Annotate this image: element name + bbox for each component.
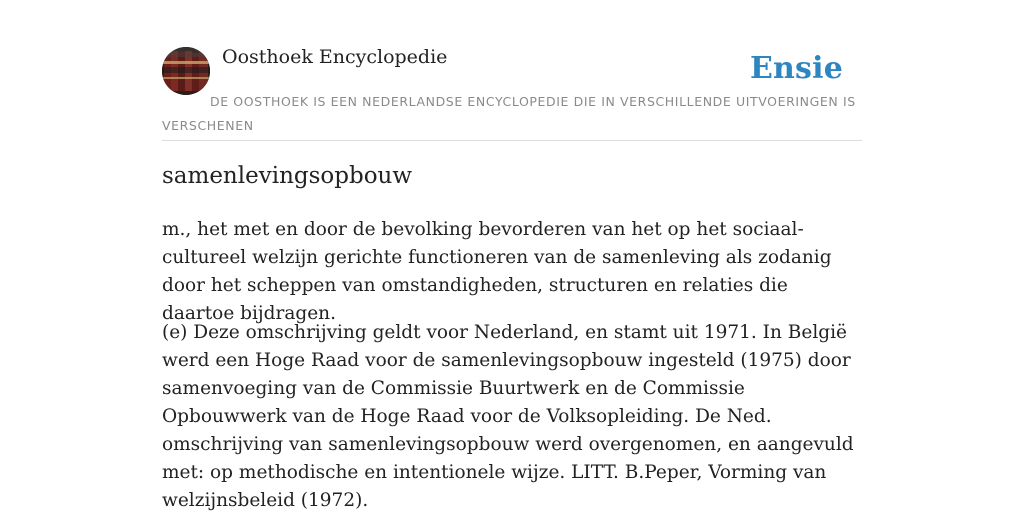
site-tagline: DE OOSTHOEK IS EEN NEDERLANDSE ENCYCLOPEDIE DIE IN VERSCHILLENDE UITVOERINGEN IS VERSCHENEN bbox=[162, 94, 856, 133]
entry-title: samenlevingsopbouw bbox=[162, 163, 413, 189]
brand-logo-link[interactable]: Ensie bbox=[749, 51, 843, 86]
entry-definition-paragraph: m., het met en door de bevolking bevorderen van het op het sociaal-cultureel welzijn gerichte functioneren van de samenleving als zodanig door het scheppen van omstandigheden, structuren en relaties die daartoe bijdragen. bbox=[162, 219, 832, 324]
encyclopedia-books-icon[interactable] bbox=[162, 47, 210, 95]
site-title[interactable]: Oosthoek Encyclopedie bbox=[222, 46, 448, 68]
site-header bbox=[162, 0, 862, 141]
page-container bbox=[162, 0, 862, 511]
entry-detail-paragraph: (e) Deze omschrijving geldt voor Nederland, en stamt uit 1971. In België werd een Hoge Raad voor de samenlevingsopbouw ingesteld (1975) door samenvoeging van de Commissie Buurtwerk en de Commissie Opbouwwerk van de Hoge Raad voor de Volksopleiding. De Ned. omschrijving van samenlevingsopbouw werd overgenomen, en aangevuld met: op methodische en intentionele wijze. LITT. B.Peper, Vorming van welzijnsbeleid (1972). bbox=[162, 322, 854, 511]
